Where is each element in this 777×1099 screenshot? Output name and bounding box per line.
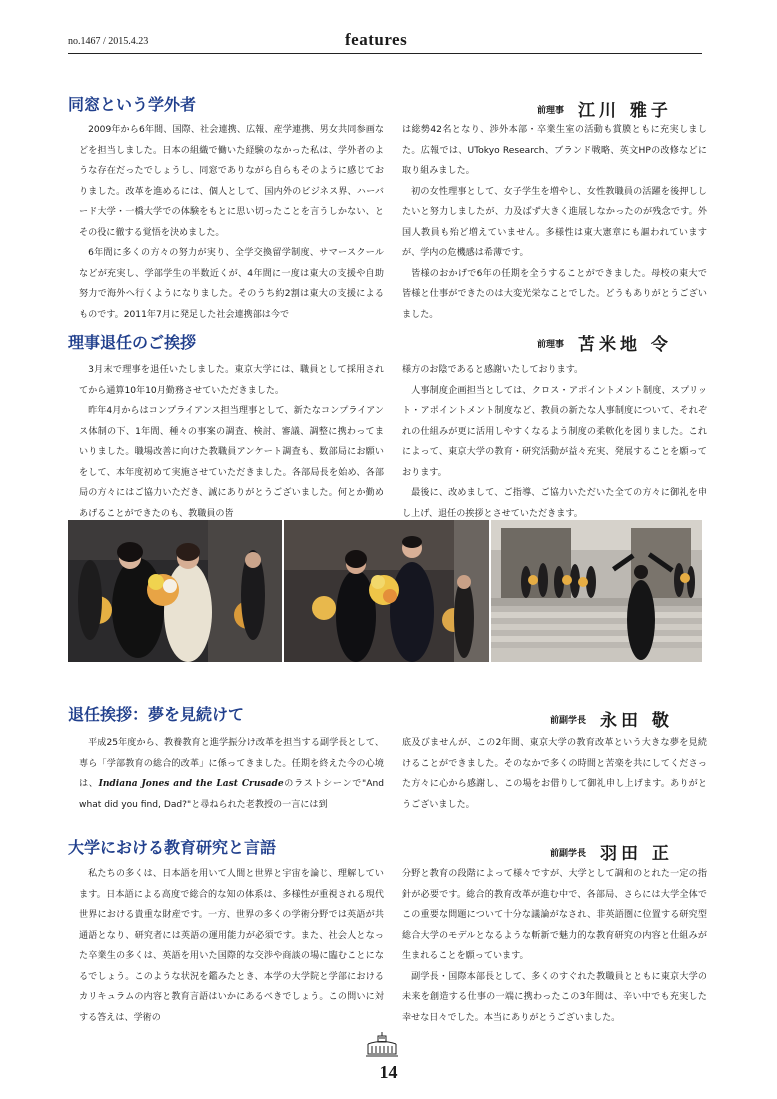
article-4-author [550,839,673,864]
article-1-left-p1: 2009年から6年間、国際、社会連携、広報、産学連携、男女共同参画などを担当しました。日本の組織で働いた経験のなかった私は、学外者のような存在だったでしょうし、同窓でありながら自らもそのように感じておりました。改革を進めるには、個人として、国内外のビジネス界、ハーバード大学・一橋大学での体験をもとに思い切ったことを言うしかない、とその役に徹する覚悟を決めました。 [79,125,384,238]
photo-2 [284,520,489,662]
page-number: 14 [379,1062,398,1082]
article-3-left-pre: 平成25年度から、教養教育と進学振分け改革を担当する副学長として、専ら「学部教育の総合的改革」に係ってきました。任期を終えた今の心境は、 [79,738,384,789]
article-1-right-p2: 初の女性理事として、女子学生を増やし、女性教職員の活躍を後押ししたいと努力しましたが、力及ばず大きく進展しなかったのが残念です。外国人教員も殆ど増えていません。多様性は東大憲章にも謳われていますが、学内の危機感は希薄です。 [402,186,707,258]
article-3-title: 退任挨拶：夢を見続けて [68,705,245,724]
article-3-role: 前副学長 [550,716,587,726]
article-2-right-column [402,360,707,524]
article-2-title: 理事退任のご挨拶 [68,333,197,352]
article-1-right-column [402,120,707,325]
yasuda-auditorium-icon [365,1030,399,1060]
issue-number: no.1467 / 2015.4.23 [68,36,149,47]
header-rule [68,53,702,54]
article-2-role: 前理事 [537,340,565,350]
article-3-right-column [402,733,707,815]
article-3-right-p1: 底及びませんが、この2年間、東京大学の教育改革という大きな夢を見続けることができました。そのなかで多くの時間と苦楽を共にしてくださった方々に心から感謝し、この場をお借りして御礼申し上げます。ありがとうございました。 [402,738,707,810]
article-4-name: 羽田 正 [600,844,673,864]
article-2-left-p2: 昨年4月からはコンプライアンス担当理事として、新たなコンプライアンス体制の下、1年間、種々の事案の調査、検討、審議、調整に携わってまいりました。職場改善に向けた教職員アンケート調査も、数部局にお願いをして、本年度初めて実施させていただきました。各部局長を始め、各部局の方々にはご協力いただき、誠にありがとうございました。何とか勤めあげることができたのも、教職員の皆 [79,406,384,519]
photo-1 [68,520,282,662]
article-3-left-p1 [79,733,384,815]
article-2-name: 苫米地 令 [578,335,672,355]
article-1-left-p2: 6年間に多くの方々の努力が実り、全学交換留学制度、サマースクールなどが充実し、学部学生の半数近くが、4年間に一度は東大の支援や自助努力で海外へ行くようになりました。そのうち約2割は東大の支援によるものです。2011年7月に発足した社会連携部は今で [79,248,384,320]
article-4-role: 前副学長 [550,849,587,859]
article-4-left-column [79,864,384,1028]
article-1-right-p3: 皆様のおかげで6年の任期を全うすることができました。母校の東大で皆様と仕事ができたのは大変光栄なことでした。どうもありがとうございました。 [402,268,707,320]
article-3-name: 永田 敬 [600,711,673,731]
article-2-right-p1: 様方のお陰であると感謝いたしております。 [402,365,584,375]
article-2-right-p2: 人事制度企画担当としては、クロス・アポイントメント制度、スプリット・アポイントメント制度など、教員の新たな人事制度について、それぞれの仕組みが更に活用しやすくなるよう制度の柔軟化を図りました。これによって、東京大学の教育・研究活動が益々充実、発展することを願っております。 [402,385,707,478]
section-title: features [345,30,408,49]
article-2-author [537,330,672,355]
article-3-left-post: のラストシーンで"And what did you find, Dad?"と尋ねられた老教授の一言には到 [79,779,384,810]
article-2-left-column [79,360,384,524]
article-1-author [537,96,672,121]
article-3-left-column [79,733,384,815]
article-1-title: 同窓という学外者 [68,95,197,114]
photo-3 [491,520,702,662]
photo-strip [68,520,702,662]
article-4-right-p2: 副学長・国際本部長として、多くのすぐれた教職員とともに東京大学の未来を創造する仕事の一端に携わったこの3年間は、辛い中でも充実した幸せな日々でした。本当にありがとうございました。 [402,971,707,1023]
article-1-right-p1: は総勢42名となり、渉外本部・卒業生室の活動も賞膜ともに充実しました。広報では、UTokyo Research、ブランド戦略、英文HPの改修などに取り組みました。 [402,125,707,176]
article-3-author [550,706,673,731]
article-4-right-column [402,864,707,1028]
article-4-title: 大学における教育研究と言語 [68,838,277,857]
article-3-film-title: Indiana Jones and the Last Crusade [98,778,284,789]
article-4-right-p1: 分野と教育の段階によって様々ですが、大学として調和のとれた一定の指針が必要です。総合的教育改革が進む中で、各部局、さらには大学全体でこの重要な問題について十分な議論がなされ、非英語圏に位置する研究型総合大学のモデルとなるような斬新で魅力的な教育研究の内容と仕組みが生まれることを願っています。 [402,869,707,961]
article-1-left-column [79,120,384,325]
article-2-right-p3: 最後に、改めまして、ご指導、ご協力いただいた全ての方々に御礼を申し上げ、退任の挨拶とさせていただきます。 [402,488,707,519]
article-4-left-p1: 私たちの多くは、日本語を用いて人間と世界と宇宙を論じ、理解しています。日本語による高度で総合的な知の体系は、多様性が重視される現代世界における貴重な財産です。一方、世界の多くの学術分野では英語が共通語となり、研究者には英語の運用能力が必須です。また、社会人となった卒業生の多くは、英語を用いた国際的な交渉や商談の場に臨むことになるでしょう。このような状況を鑑みたとき、本学の大学院と学部におけるカリキュラムの内容と教育言語はいかにあるべきでしょう。この問いに対する答えは、学術の [79,869,384,1023]
article-1-role: 前理事 [537,106,565,116]
article-2-left-p1: 3月末で理事を退任いたしました。東京大学には、職員として採用されてから通算10年10月勤務させていただきました。 [79,365,384,396]
article-1-name: 江川 雅子 [578,101,672,121]
